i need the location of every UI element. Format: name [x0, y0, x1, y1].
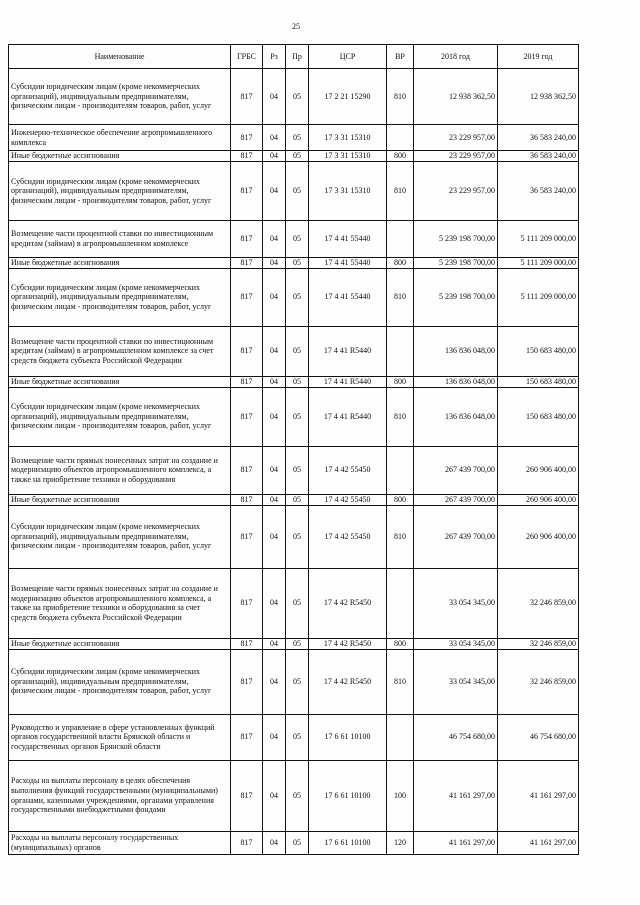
cell-vr: 120: [387, 831, 414, 854]
header-vr: ВР: [387, 45, 414, 69]
cell-name: Расходы на выплаты персоналу в целях обеспечения выполнения функций государственными (муниципальными) органами, казенными учреждениями, органами управления государственными внебюджетными фондами: [9, 760, 231, 831]
cell-vr: 810: [387, 162, 414, 221]
cell-pr: 05: [286, 568, 309, 638]
cell-csr: 17 4 41 R5440: [309, 387, 387, 446]
cell-name: Руководство и управление в сфере установленных функций органов государственной власти Брянской области и государственных органов Брянской области: [9, 714, 231, 760]
cell-vr: 810: [387, 505, 414, 568]
cell-2018: 12 938 362,50: [414, 69, 498, 125]
cell-rz: 04: [263, 376, 286, 387]
cell-grbs: 817: [231, 638, 263, 649]
header-grbs: ГРБС: [231, 45, 263, 69]
cell-name: Субсидии юридическим лицам (кроме некоммерческих организаций), индивидуальным предпринимателям, физическим лицам - производителям товаров, работ, услуг: [9, 387, 231, 446]
table-row: [9, 446, 579, 494]
cell-grbs: 817: [231, 326, 263, 376]
cell-name: Иные бюджетные ассигнования: [9, 151, 231, 162]
cell-grbs: 817: [231, 162, 263, 221]
cell-2018: 136 836 048,00: [414, 376, 498, 387]
cell-grbs: 817: [231, 714, 263, 760]
cell-csr: 17 4 41 R5440: [309, 376, 387, 387]
cell-grbs: 817: [231, 649, 263, 714]
cell-csr: 17 4 42 55450: [309, 494, 387, 505]
cell-name: Возмещение части прямых понесенных затрат на создание и модернизацию объектов агропромышленного комплекса, а также на приобретение техники и оборудования за счет средств бюджета субъекта Российской Федерации: [9, 568, 231, 638]
cell-2019: 46 754 680,00: [498, 714, 579, 760]
header-name: Наименование: [9, 45, 231, 69]
cell-pr: 05: [286, 649, 309, 714]
cell-pr: 05: [286, 505, 309, 568]
cell-name: Субсидии юридическим лицам (кроме некоммерческих организаций), индивидуальным предпринимателям, физическим лицам - производителям товаров, работ, услуг: [9, 69, 231, 125]
cell-csr: 17 4 42 55450: [309, 505, 387, 568]
header-2019: 2019 год: [498, 45, 579, 69]
table-body: [9, 69, 579, 855]
cell-vr: [387, 714, 414, 760]
cell-csr: 17 4 41 55440: [309, 258, 387, 269]
cell-csr: 17 3 31 15310: [309, 162, 387, 221]
cell-pr: 05: [286, 376, 309, 387]
cell-2019: 36 583 240,00: [498, 162, 579, 221]
cell-vr: 100: [387, 760, 414, 831]
cell-2018: 267 439 700,00: [414, 505, 498, 568]
cell-grbs: 817: [231, 125, 263, 151]
cell-pr: 05: [286, 268, 309, 326]
cell-2018: 23 229 957,00: [414, 162, 498, 221]
cell-pr: 05: [286, 125, 309, 151]
cell-vr: 800: [387, 638, 414, 649]
cell-2018: 5 239 198 700,00: [414, 221, 498, 258]
cell-2018: 23 229 957,00: [414, 125, 498, 151]
cell-grbs: 817: [231, 151, 263, 162]
table-row: [9, 376, 579, 387]
cell-2018: 46 754 680,00: [414, 714, 498, 760]
table-row: [9, 714, 579, 760]
table-row: [9, 258, 579, 269]
cell-2019: 5 111 209 000,00: [498, 268, 579, 326]
cell-rz: 04: [263, 649, 286, 714]
cell-vr: 810: [387, 69, 414, 125]
cell-name: Иные бюджетные ассигнования: [9, 638, 231, 649]
cell-vr: [387, 221, 414, 258]
table-row: [9, 69, 579, 125]
table-header-row: [9, 45, 579, 69]
cell-grbs: 817: [231, 446, 263, 494]
budget-table: [8, 44, 579, 855]
cell-vr: [387, 326, 414, 376]
cell-name: Иные бюджетные ассигнования: [9, 376, 231, 387]
cell-2018: 267 439 700,00: [414, 494, 498, 505]
table-row: [9, 649, 579, 714]
table-row: [9, 831, 579, 854]
cell-vr: 800: [387, 151, 414, 162]
cell-name: Иные бюджетные ассигнования: [9, 258, 231, 269]
cell-2019: 5 111 209 000,00: [498, 258, 579, 269]
cell-2018: 136 836 048,00: [414, 326, 498, 376]
header-rz: Рз: [263, 45, 286, 69]
cell-csr: 17 3 31 15310: [309, 125, 387, 151]
cell-grbs: 817: [231, 69, 263, 125]
cell-vr: 800: [387, 376, 414, 387]
cell-2019: 150 683 480,00: [498, 376, 579, 387]
cell-vr: 810: [387, 387, 414, 446]
cell-2019: 260 906 400,00: [498, 446, 579, 494]
cell-2019: 150 683 480,00: [498, 387, 579, 446]
cell-rz: 04: [263, 446, 286, 494]
cell-2019: 32 246 859,00: [498, 568, 579, 638]
cell-csr: 17 4 41 R5440: [309, 326, 387, 376]
cell-rz: 04: [263, 221, 286, 258]
cell-csr: 17 4 42 R5450: [309, 649, 387, 714]
cell-rz: 04: [263, 494, 286, 505]
cell-name: Субсидии юридическим лицам (кроме некоммерческих организаций), индивидуальным предпринимателям, физическим лицам - производителям товаров, работ, услуг: [9, 505, 231, 568]
cell-vr: 810: [387, 268, 414, 326]
cell-pr: 05: [286, 446, 309, 494]
cell-2019: 150 683 480,00: [498, 326, 579, 376]
cell-grbs: 817: [231, 505, 263, 568]
table-row: [9, 505, 579, 568]
cell-grbs: 817: [231, 831, 263, 854]
cell-rz: 04: [263, 505, 286, 568]
cell-name: Возмещение части прямых понесенных затрат на создание и модернизацию объектов агропромышленного комплекса, а также на приобретение техники и оборудования: [9, 446, 231, 494]
cell-csr: 17 4 42 R5450: [309, 568, 387, 638]
table-row: [9, 760, 579, 831]
cell-2019: 36 583 240,00: [498, 151, 579, 162]
cell-2018: 5 239 198 700,00: [414, 258, 498, 269]
cell-pr: 05: [286, 326, 309, 376]
cell-name: Возмещение части процентной ставки по инвестиционным кредитам (займам) в агропромышленном комплексе: [9, 221, 231, 258]
cell-rz: 04: [263, 714, 286, 760]
cell-pr: 05: [286, 831, 309, 854]
cell-pr: 05: [286, 494, 309, 505]
cell-2018: 267 439 700,00: [414, 446, 498, 494]
cell-name: Субсидии юридическим лицам (кроме некоммерческих организаций), индивидуальным предпринимателям, физическим лицам - производителям товаров, работ, услуг: [9, 649, 231, 714]
cell-name: Инженерно-техническое обеспечение агропромышленного комплекса: [9, 125, 231, 151]
cell-grbs: 817: [231, 221, 263, 258]
table-row: [9, 494, 579, 505]
table-row: [9, 221, 579, 258]
cell-2019: 260 906 400,00: [498, 505, 579, 568]
header-2018: 2018 год: [414, 45, 498, 69]
cell-vr: [387, 446, 414, 494]
cell-2019: 36 583 240,00: [498, 125, 579, 151]
cell-name: Иные бюджетные ассигнования: [9, 494, 231, 505]
table-row: [9, 326, 579, 376]
page-number: 25: [292, 22, 300, 31]
cell-vr: [387, 125, 414, 151]
cell-rz: 04: [263, 831, 286, 854]
cell-2018: 33 054 345,00: [414, 638, 498, 649]
cell-csr: 17 3 31 15310: [309, 151, 387, 162]
cell-rz: 04: [263, 568, 286, 638]
cell-csr: 17 4 41 55440: [309, 221, 387, 258]
table-row: [9, 268, 579, 326]
header-pr: Пр: [286, 45, 309, 69]
table-row: [9, 568, 579, 638]
cell-2019: 32 246 859,00: [498, 638, 579, 649]
cell-csr: 17 6 61 10100: [309, 714, 387, 760]
cell-vr: 810: [387, 649, 414, 714]
cell-vr: 800: [387, 494, 414, 505]
header-csr: ЦСР: [309, 45, 387, 69]
cell-name: Субсидии юридическим лицам (кроме некоммерческих организаций), индивидуальным предпринимателям, физическим лицам - производителям товаров, работ, услуг: [9, 268, 231, 326]
cell-csr: 17 6 61 10100: [309, 760, 387, 831]
cell-name: Расходы на выплаты персоналу государственных (муниципальных) органов: [9, 831, 231, 854]
cell-2019: 41 161 297,00: [498, 760, 579, 831]
table-row: [9, 162, 579, 221]
cell-rz: 04: [263, 162, 286, 221]
cell-pr: 05: [286, 638, 309, 649]
cell-rz: 04: [263, 151, 286, 162]
cell-grbs: 817: [231, 387, 263, 446]
cell-2019: 5 111 209 000,00: [498, 221, 579, 258]
cell-rz: 04: [263, 638, 286, 649]
cell-rz: 04: [263, 268, 286, 326]
cell-rz: 04: [263, 258, 286, 269]
cell-csr: 17 4 42 R5450: [309, 638, 387, 649]
cell-csr: 17 2 21 15290: [309, 69, 387, 125]
cell-name: Возмещение части процентной ставки по инвестиционным кредитам (займам) в агропромышленном комплексе за счет средств бюджета субъекта Российской Федерации: [9, 326, 231, 376]
cell-pr: 05: [286, 760, 309, 831]
cell-grbs: 817: [231, 568, 263, 638]
cell-2019: 41 161 297,00: [498, 831, 579, 854]
cell-2018: 33 054 345,00: [414, 649, 498, 714]
cell-pr: 05: [286, 151, 309, 162]
cell-vr: 800: [387, 258, 414, 269]
cell-pr: 05: [286, 258, 309, 269]
cell-pr: 05: [286, 69, 309, 125]
cell-2018: 23 229 957,00: [414, 151, 498, 162]
cell-2018: 5 239 198 700,00: [414, 268, 498, 326]
cell-rz: 04: [263, 387, 286, 446]
cell-2019: 32 246 859,00: [498, 649, 579, 714]
cell-name: Субсидии юридическим лицам (кроме некоммерческих организаций), индивидуальным предпринимателям, физическим лицам - производителям товаров, работ, услуг: [9, 162, 231, 221]
cell-rz: 04: [263, 69, 286, 125]
cell-rz: 04: [263, 125, 286, 151]
cell-grbs: 817: [231, 258, 263, 269]
cell-2018: 136 836 048,00: [414, 387, 498, 446]
cell-vr: [387, 568, 414, 638]
cell-2019: 12 938 362,50: [498, 69, 579, 125]
table-row: [9, 125, 579, 151]
cell-csr: 17 6 61 10100: [309, 831, 387, 854]
cell-grbs: 817: [231, 494, 263, 505]
cell-2019: 260 906 400,00: [498, 494, 579, 505]
cell-rz: 04: [263, 326, 286, 376]
cell-rz: 04: [263, 760, 286, 831]
cell-grbs: 817: [231, 268, 263, 326]
cell-2018: 41 161 297,00: [414, 831, 498, 854]
cell-pr: 05: [286, 714, 309, 760]
cell-2018: 41 161 297,00: [414, 760, 498, 831]
cell-pr: 05: [286, 387, 309, 446]
cell-grbs: 817: [231, 376, 263, 387]
table-row: [9, 387, 579, 446]
cell-csr: 17 4 41 55440: [309, 268, 387, 326]
cell-csr: 17 4 42 55450: [309, 446, 387, 494]
cell-pr: 05: [286, 162, 309, 221]
cell-grbs: 817: [231, 760, 263, 831]
cell-pr: 05: [286, 221, 309, 258]
table-row: [9, 638, 579, 649]
table-row: [9, 151, 579, 162]
cell-2018: 33 054 345,00: [414, 568, 498, 638]
